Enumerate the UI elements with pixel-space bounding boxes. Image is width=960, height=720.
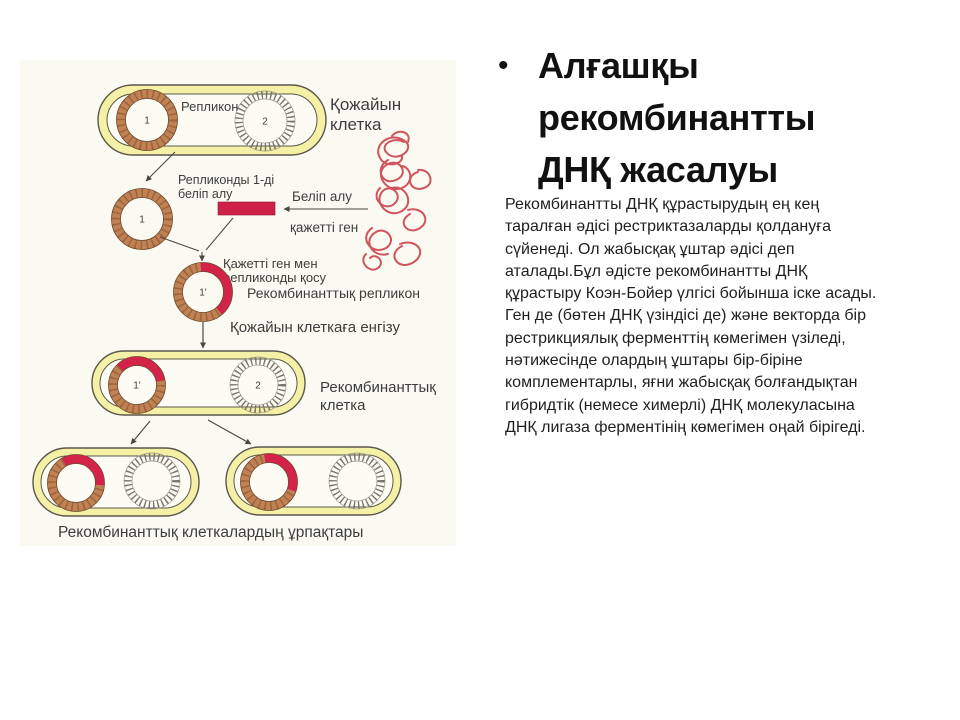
slide-title-block [498,40,888,196]
recombinant-replicon-ring [174,263,233,322]
title-line: ДНҚ жасалуы [538,149,778,190]
join-label-line2: репликонды қосу [223,270,327,285]
body-line: Ген де (бөтен ДНҚ үзіндісі де) және векторда бір [505,307,867,325]
host-cell-label-line1: Қожайын [330,95,402,114]
diagram-canvas [20,60,456,546]
replicon-2-number: 2 [262,116,268,128]
body-line: аталады.Бұл әдісте рекомбинантты ДНҚ [505,262,808,280]
recombinant-cell-label-line2: клетка [320,397,366,414]
slide-body-text [505,194,925,439]
body-line: таралған әдісі рестриктазаларды қолдануға [505,218,831,236]
body-line: рестрикциялық ферменттің көмегімен үзіледі, [505,329,846,347]
title-bullet: • [498,49,509,82]
insert-into-host-label: Қожайын клеткаға енгізу [230,319,400,336]
needed-gene-label: қажетті ген [290,220,359,235]
recombinant-replicon-in-cell [109,357,166,414]
title-line: Алғашқы [538,45,699,86]
isolate-replicon-label-line2: беліп алу [178,187,233,201]
isolated-replicon-ring [112,189,173,250]
recombinant-replicon-label: Рекомбинанттық репликон [247,285,420,301]
body-line: Рекомбинантты ДНҚ құрастырудың ең кең [505,196,820,213]
needed-gene-bar [218,202,275,215]
cut-out-label: Беліп алу [292,189,352,204]
title-line: рекомбинантты [538,97,816,138]
join-label-line1: Қажетті ген мен [223,256,318,271]
descendant-cell-right [226,447,401,515]
isolated-replicon-number: 1 [139,214,145,226]
ring-number: 1' [133,380,141,392]
replicon-1-ring [117,90,178,151]
recombinant-dna-diagram [20,60,456,546]
body-line: сүйенеді. Ол жабысқақ ұштар әдісі деп [505,240,795,258]
body-line: құрастыру Коэн-Бойер үлгісі бойынша іске асады. [505,285,877,303]
ring-number: 2 [255,380,261,392]
body-line: гибридтік (немесе химерлі) ДНҚ молекуласына [505,396,855,414]
body-line: комплементарлы, яғни жабысқақ болғандықтан [505,374,858,392]
recombinant-cell-capsule [92,351,305,415]
replicon-label: Репликон [181,99,239,114]
host-cell-label-line2: клетка [330,115,382,134]
descendant-cell-left [33,448,199,516]
body-line: нәтижесінде олардың ұштары бір-біріне [505,352,803,370]
body-line: ДНҚ лигаза ферментінің көмегімен оңай бірігеді. [505,418,866,436]
isolate-replicon-label-line1: Репликонды 1-ді [178,173,275,187]
recombinant-replicon-number: 1' [199,287,207,299]
replicon-1-number: 1 [144,115,150,127]
descendants-caption: Рекомбинанттық клеткалардың ұрпақтары [58,524,364,541]
page-title [538,40,815,196]
recombinant-cell-label-line1: Рекомбинанттық [320,379,436,396]
